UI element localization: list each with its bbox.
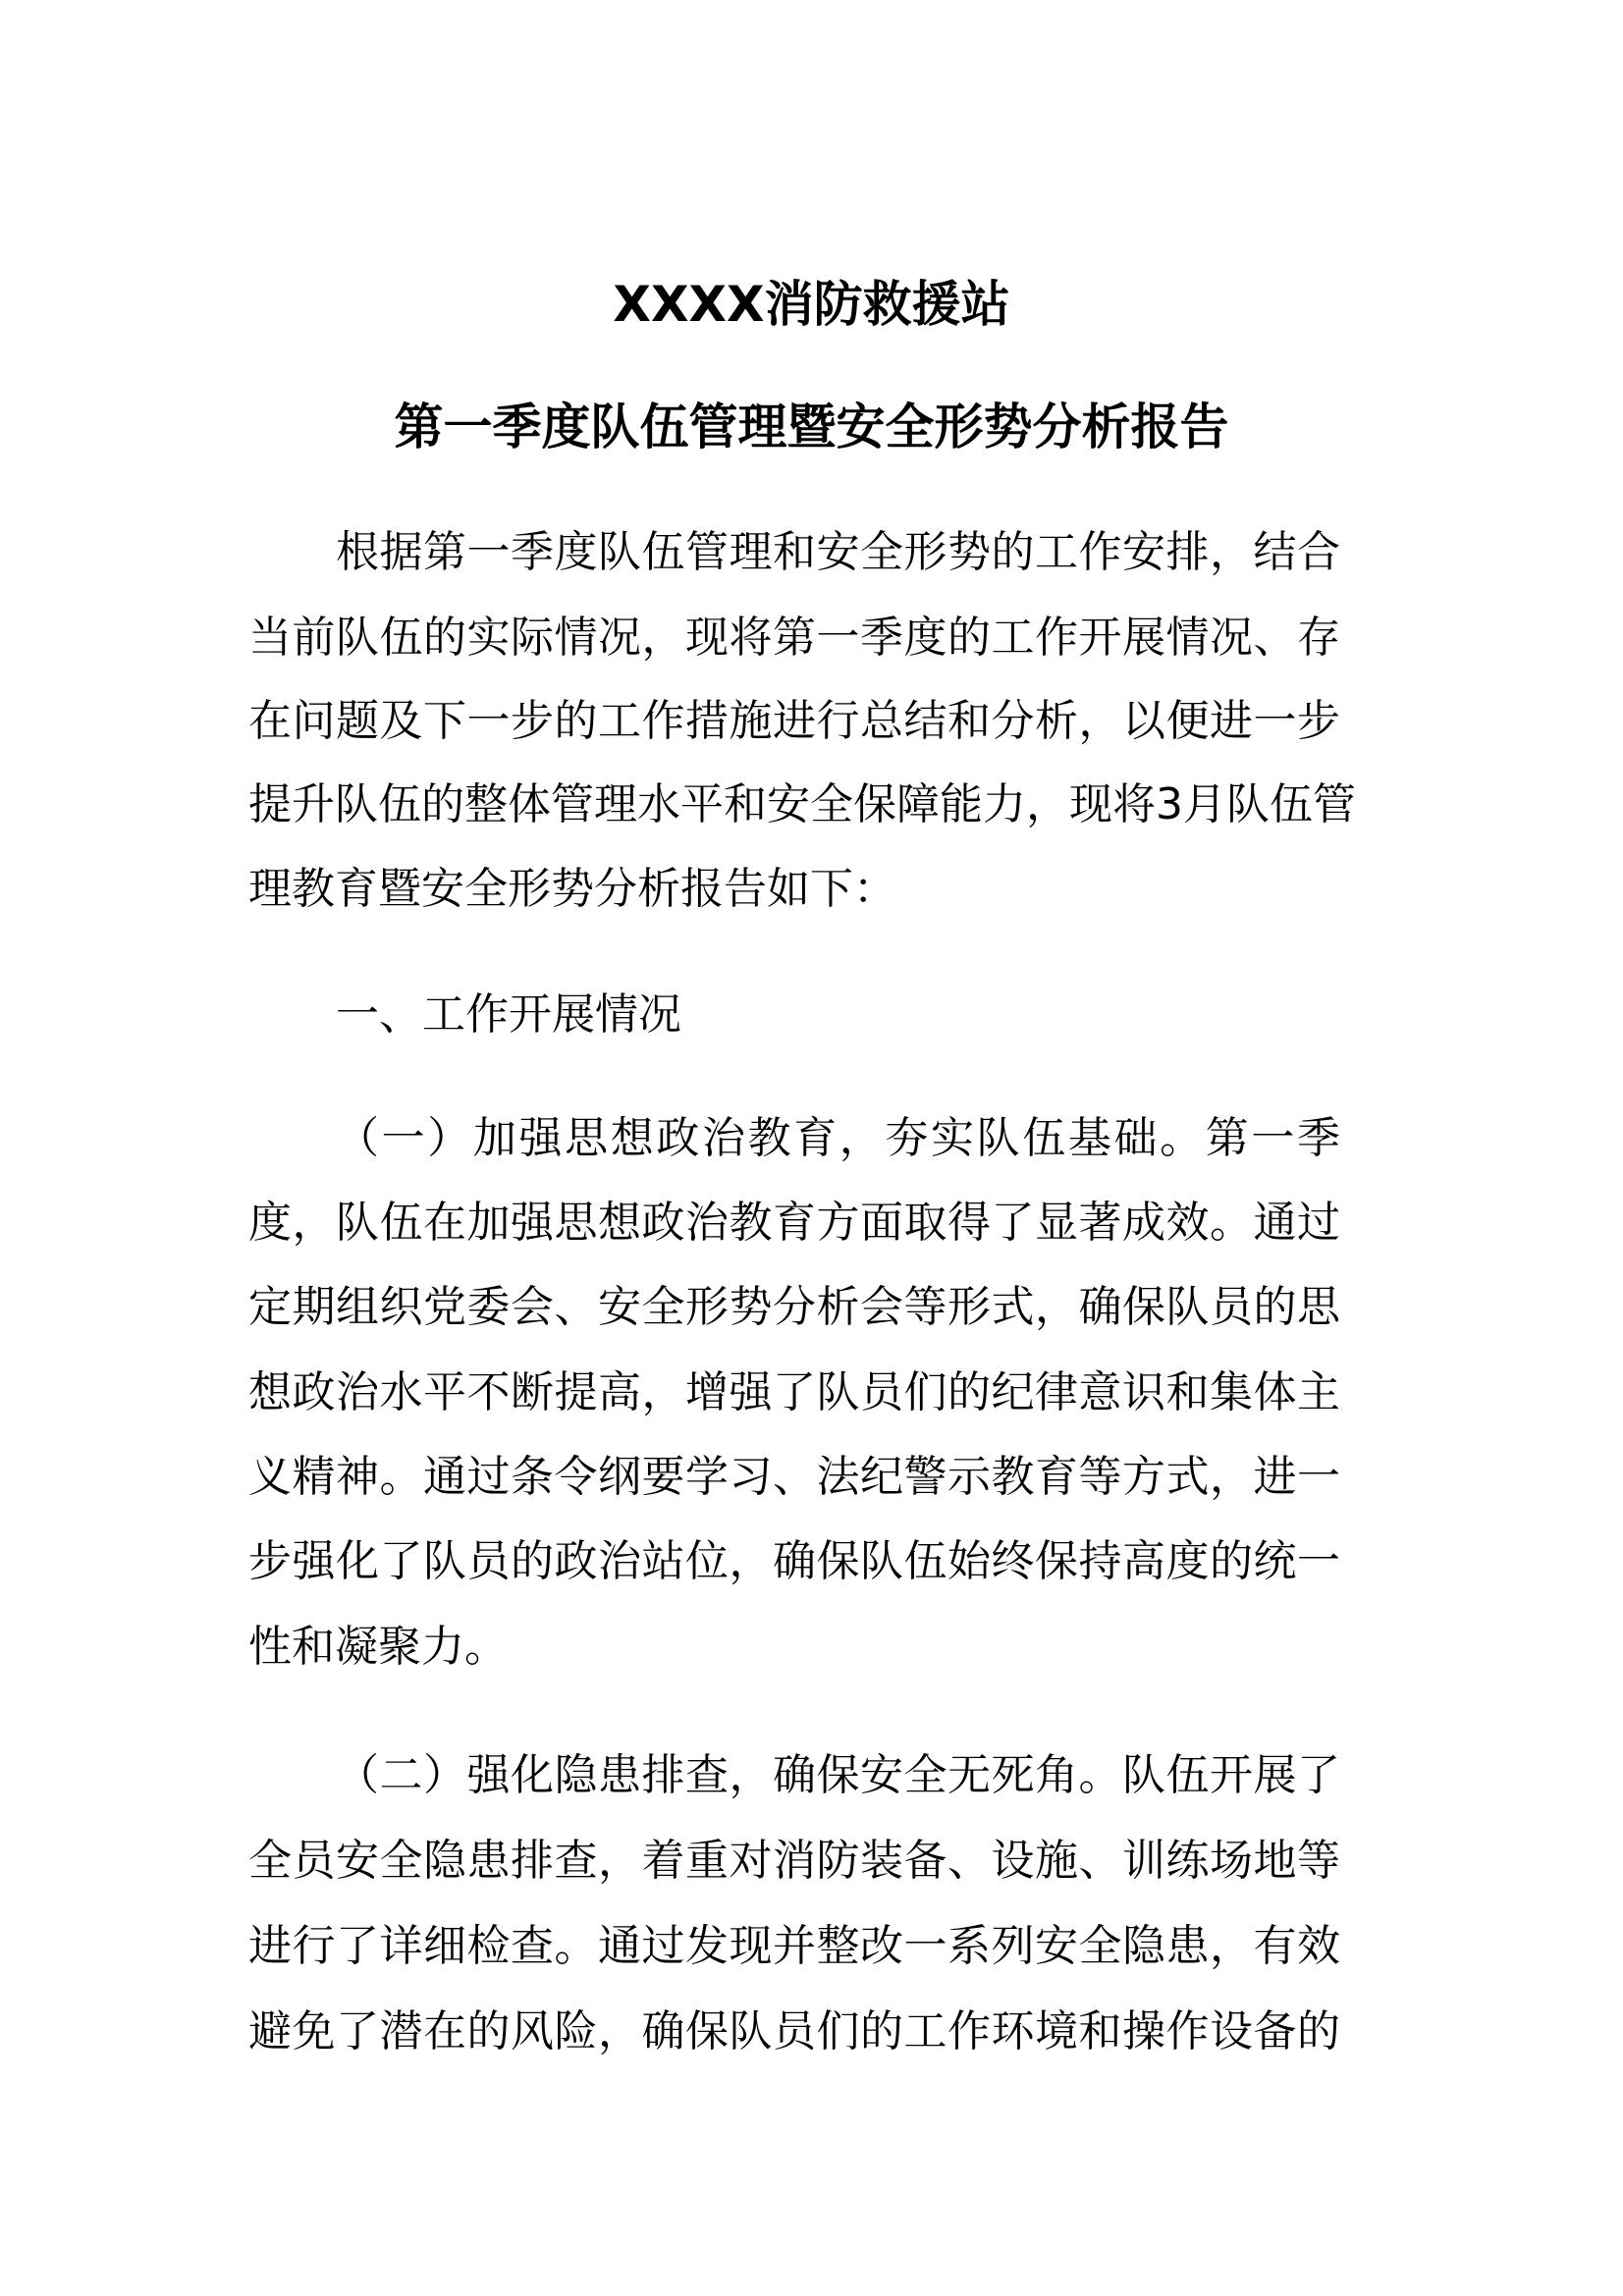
title-line-2: 第一季度队伍管理暨安全形势分析报告 <box>394 399 1229 455</box>
text-line: 避免了潜在的风险，确保队员们的工作环境和操作设备的 <box>248 2006 1340 2056</box>
text-line: 根据第一季度队伍管理和安全形势的工作安排，结合 <box>336 527 1340 577</box>
text-line: 义精神。通过条令纲要学习、法纪警示教育等方式，进一 <box>248 1452 1340 1502</box>
text-line: 全员安全隐患排查，着重对消防装备、设施、训练场地等 <box>248 1836 1340 1886</box>
text-line: 在问题及下一步的工作措施进行总结和分析，以便进一步 <box>248 696 1340 746</box>
text-line: 性和凝聚力。 <box>248 1622 508 1672</box>
text-line: （一）加强思想政治教育，夯实队伍基础。第一季 <box>336 1113 1340 1163</box>
text-line: 理教育暨安全形势分析报告如下： <box>248 864 896 914</box>
section-heading: 一、工作开展情况 <box>336 989 681 1040</box>
title-line-1: XXXX消防救援站 <box>613 276 1010 333</box>
text-line: 度，队伍在加强思想政治教育方面取得了显著成效。通过 <box>248 1198 1340 1248</box>
text-line: 当前队伍的实际情况，现将第一季度的工作开展情况、存 <box>248 613 1340 663</box>
text-line: （二）强化隐患排查，确保安全无死角。队伍开展了 <box>336 1750 1340 1800</box>
text-line: 想政治水平不断提高，增强了队员们的纪律意识和集体主 <box>248 1367 1340 1417</box>
text-line: 步强化了队员的政治站位，确保队伍始终保持高度的统一 <box>248 1536 1340 1586</box>
text-line: 进行了详细检查。通过发现并整改一系列安全隐患，有效 <box>248 1921 1340 1971</box>
text-line: 提升队伍的整体管理水平和安全保障能力，现将3月队伍管 <box>248 779 1356 829</box>
text-line: 定期组织党委会、安全形势分析会等形式，确保队员的思 <box>248 1282 1340 1332</box>
